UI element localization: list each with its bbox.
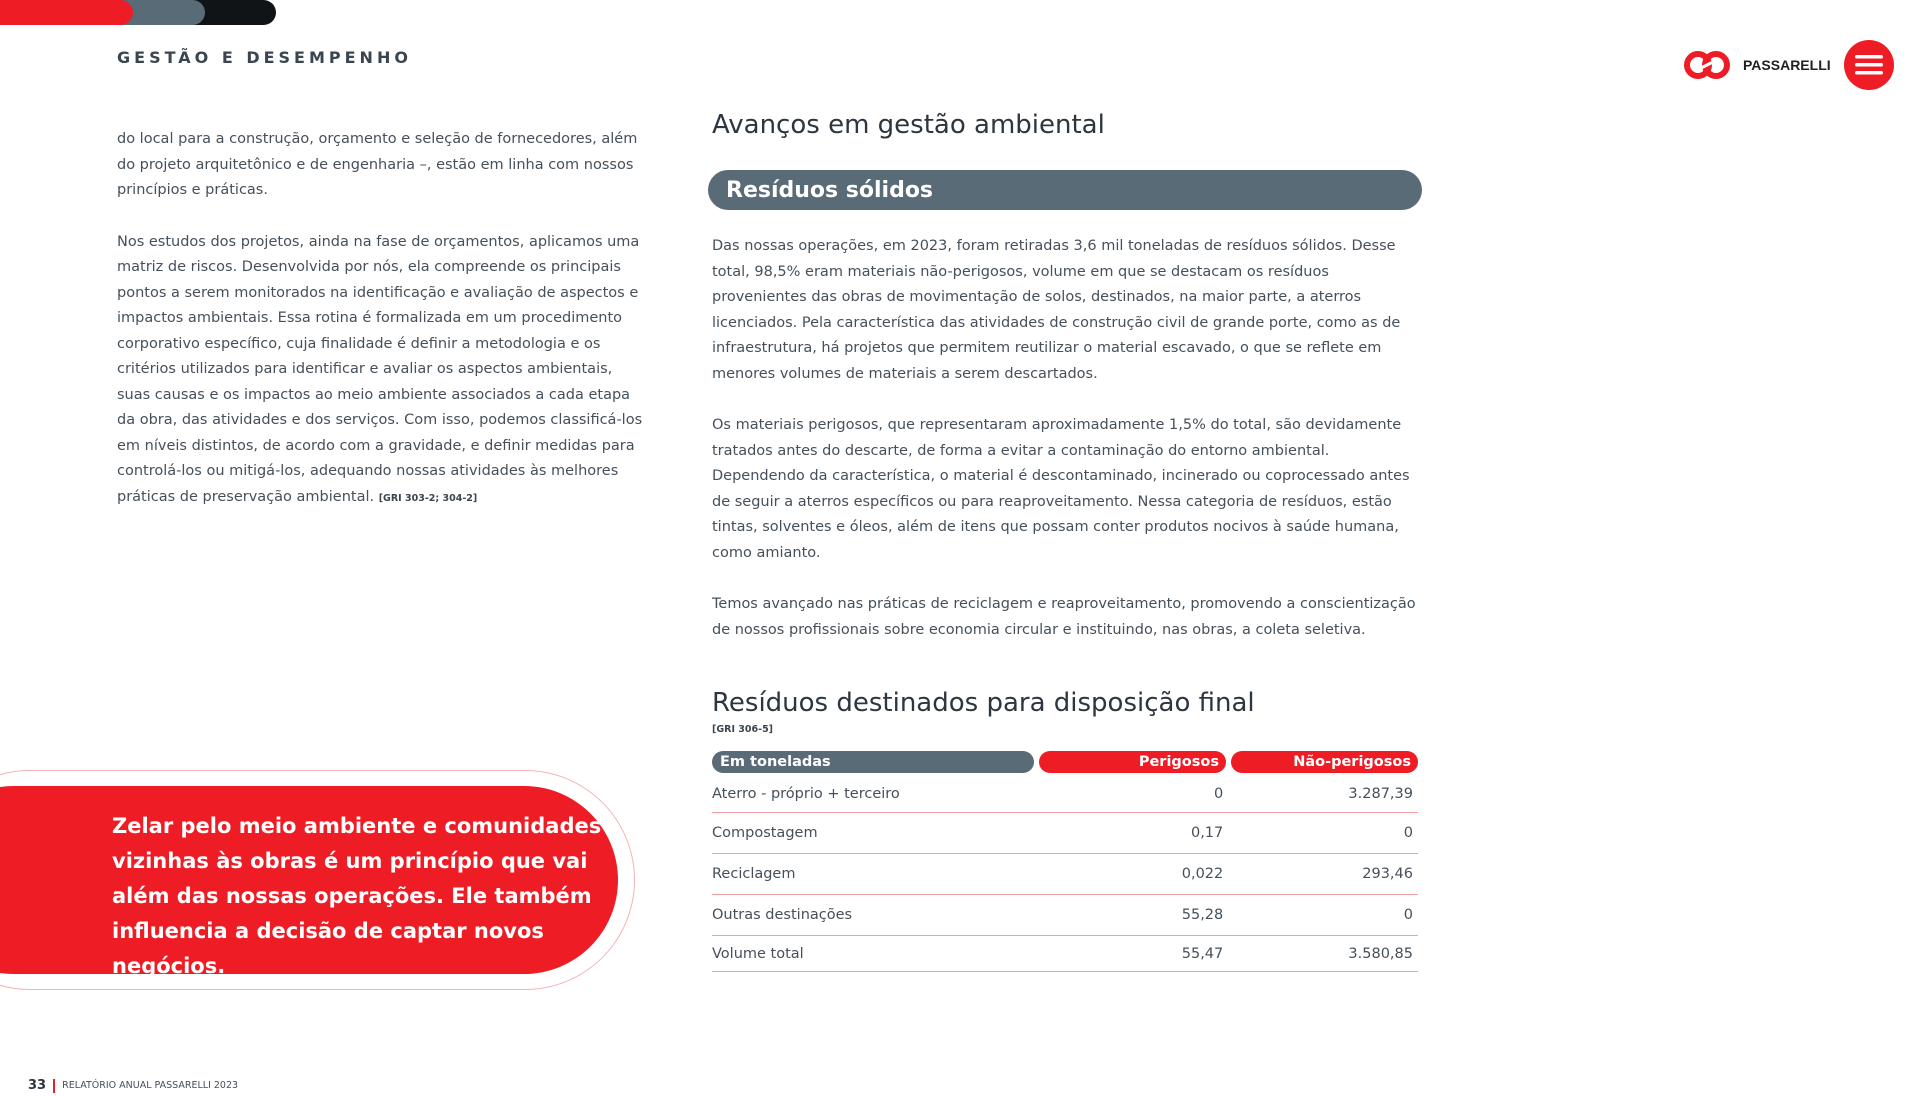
top-progress-bar: [0, 0, 276, 25]
left-paragraph-2-text: Nos estudos dos projetos, ainda na fase de orçamentos, aplicamos uma matriz de riscos. Desenvolvida por nós, ela compreende os principais pontos a serem monitorados na identificação e avaliação de aspectos e impactos ambientais. Essa rotina é formalizada em um procedimento corporativo específico, cuja finalidade é definir a metodologia e os critérios utilizados para identificar e avaliar os aspectos ambientais, suas causas e os impactos ao meio ambiente associados a cada etapa da obra, das atividades e dos serviços. Com isso, podemos classificá-los em níveis distintos, de acordo com a gravidade, e definir medidas para controlá-los ou mitigá-los, adequando nossas atividades às melhores práticas de preservação ambiental.: [117, 233, 643, 505]
menu-button[interactable]: [1844, 40, 1894, 90]
table-row: [712, 895, 1418, 936]
gri-reference: [GRI 303-2; 304-2]: [378, 492, 478, 504]
table-row: [712, 813, 1418, 854]
row-hazardous: 0,022: [1181, 866, 1224, 882]
header-non-hazardous: Não-perigosos: [1231, 751, 1418, 773]
brand-name: PASSARELLI: [1743, 57, 1831, 73]
right-paragraph-1: Das nossas operações, em 2023, foram retiradas 3,6 mil toneladas de resíduos sólidos. Desse total, 98,5% eram materiais não-perigosos, volume em que se destacam os resíduos provenientes das obras de movimentação de solos, destinados, na maior parte, a aterros licenciados. Pela característica das atividades de construção civil de grande porte, como as de infraestrutura, há projetos que permitem reutilizar o material escavado, o que se reflete em menores volumes de materiais a serem descartados.: [712, 238, 1401, 382]
row-label: Compostagem: [712, 825, 818, 841]
right-paragraph-2: Os materiais perigosos, que representaram aproximadamente 1,5% do total, são devidamente tratados antes do descarte, de forma a evitar a contaminação do entorno ambiental. Dependendo da característica, o material é descontaminado, incinerado ou coprocessado antes de seguir a aterros específicos ou para reaproveitamento. Nessa categoria de resíduos, estão tintas, solventes e óleos, além de itens que possam conter produtos nocivos à saúde humana, como amianto.: [712, 417, 1410, 561]
row-non-hazardous: 3.287,39: [1348, 785, 1413, 802]
header-hazardous: Perigosos: [1039, 751, 1226, 773]
brand[interactable]: [1683, 50, 1831, 80]
progress-segment-red: [0, 0, 133, 25]
report-title: RELATÓRIO ANUAL PASSARELLI 2023: [62, 1080, 239, 1091]
footer-divider: [53, 1079, 55, 1093]
solid-waste-heading: Resíduos sólidos: [708, 170, 1422, 210]
row-hazardous: 55,47: [1181, 945, 1224, 962]
page-number: 33: [28, 1078, 47, 1093]
section-title: Avanços em gestão ambiental: [712, 110, 1105, 140]
header-unit: Em toneladas: [712, 751, 1034, 773]
hamburger-menu-icon: [1855, 54, 1883, 76]
row-label: Aterro - próprio + terceiro: [712, 785, 900, 802]
passarelli-logo-icon: [1683, 50, 1731, 80]
table-gri-reference: [GRI 306-5]: [712, 724, 774, 735]
row-non-hazardous: 3.580,85: [1348, 945, 1413, 962]
left-paragraph-1: do local para a construção, orçamento e seleção de fornecedores, além do projeto arquitetônico e de engenharia –, estão em linha com nossos princípios e práticas.: [117, 131, 638, 198]
table-title: Resíduos destinados para disposição final: [712, 688, 1255, 718]
row-hazardous: 0: [1214, 785, 1224, 802]
right-paragraph-3: Temos avançado nas práticas de reciclagem e reaproveitamento, promovendo a conscientização de nossos profissionais sobre economia circular e instituindo, nas obras, a coleta seletiva.: [712, 596, 1416, 638]
row-hazardous: 0,17: [1190, 825, 1224, 841]
table-row-total: [712, 936, 1418, 972]
right-column: [712, 110, 1418, 972]
row-non-hazardous: 0: [1403, 825, 1413, 841]
row-non-hazardous: 293,46: [1362, 866, 1413, 882]
row-label: Outras destinações: [712, 907, 853, 923]
section-label: GESTÃO E DESEMPENHO: [117, 48, 412, 67]
table-header: [712, 751, 1418, 773]
left-column: [117, 127, 647, 537]
footer: [28, 1078, 238, 1093]
row-non-hazardous: 0: [1403, 907, 1413, 923]
row-label: Reciclagem: [712, 866, 796, 882]
table-row: [712, 854, 1418, 895]
table-row: [712, 775, 1418, 813]
row-label: Volume total: [712, 945, 804, 962]
left-paragraph-2: [117, 230, 647, 512]
row-hazardous: 55,28: [1181, 907, 1224, 923]
callout-quote: Zelar pelo meio ambiente e comunidades vizinhas às obras é um princípio que vai além das nossas operações. Ele também influencia a decisão de captar novos negócios.: [112, 814, 602, 978]
